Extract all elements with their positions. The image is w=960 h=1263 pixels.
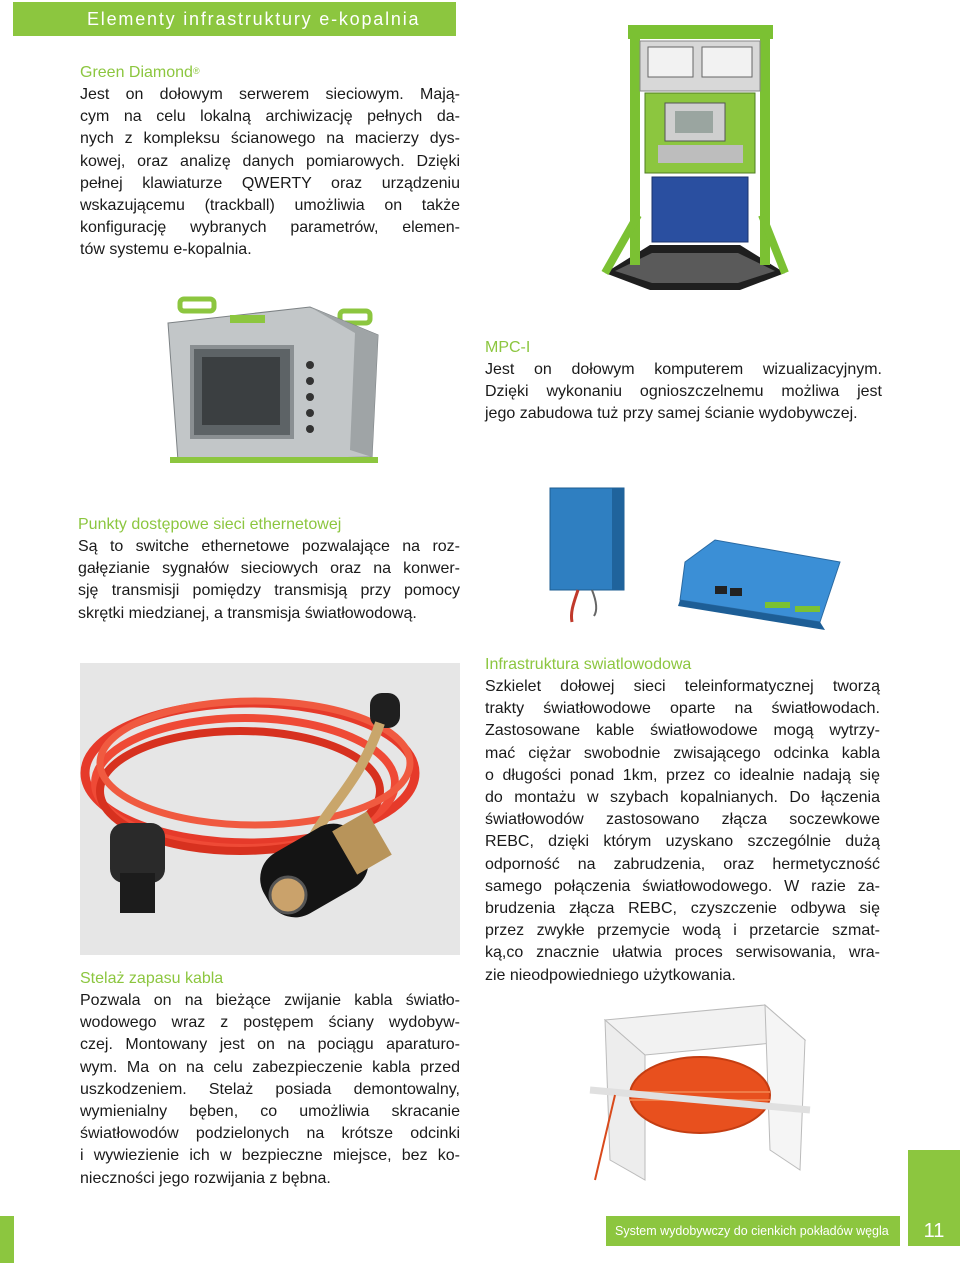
section-body (80, 990, 460, 1190)
green-diamond-image (590, 15, 795, 290)
section-title: MPC-I (485, 339, 531, 356)
switch-image (540, 482, 855, 632)
body-line: Szkielet dołowej sieci teleinformatycznej tworzą (485, 678, 880, 695)
section-green-diamond (80, 62, 460, 262)
section-title: Stelaż zapasu kabla (80, 970, 224, 987)
body-line: Jest on dołowym komputerem wizualizacyjnym. (485, 361, 882, 378)
body-line: samego połączenia światłowodowego. W razie za- (485, 877, 880, 895)
section-access-points (78, 514, 460, 625)
section-title: Punkty dostępowe sieci ethernetowej (78, 516, 342, 533)
body-line: trakty światłowodowe oparte na światłowodach. (485, 700, 880, 718)
cable-rack-drawing (585, 1000, 815, 1190)
body-line: nieczności jego rozwijania z bębna. (80, 1169, 331, 1187)
mpc-image (160, 295, 385, 465)
registered-mark: ® (192, 66, 200, 76)
body-line: Zastosowane kable światłowodowe mogą wytrzy- (485, 722, 880, 740)
body-line: skrętki miedzianej, a transmisja światłowodową. (78, 604, 417, 622)
section-body (80, 84, 460, 262)
body-line: jego zabudowa tuż przy samej ścianie wydobywczej. (485, 405, 858, 423)
page-number: 11 (923, 1220, 945, 1242)
body-line: o długości ponad 1km, przez co idealnie nadają się (485, 766, 880, 784)
body-line: światłowodów podzielonych na krótsze odcinki (80, 1125, 460, 1143)
section-title-text: Green Diamond (80, 64, 193, 81)
body-line: wym. Ma on na celu zabezpieczenie kabla przed (80, 1058, 460, 1076)
body-line: wodowego wraz z postępem ściany wydobyw- (80, 1014, 460, 1032)
body-line: czej. Montowany jest on na pociągu aparaturo- (80, 1036, 460, 1054)
body-line: przez zwykłe przemycie wodą i przetarcie szmat- (485, 922, 880, 940)
body-line: brudzenia złącza REBC, czyszczenie odbywa się (485, 900, 880, 918)
body-line: zie nieodpowiedniego użytkowania. (485, 966, 736, 984)
body-line: gałęzianie sygnałów sieciowych oraz na konwer- (78, 560, 460, 578)
body-line: pełnej klawiaturze QWERTY oraz urządzeniu (80, 174, 460, 192)
body-line: konfigurację wybranych parametrów, elemen- (80, 219, 460, 237)
switch-drawing (540, 482, 855, 632)
section-title: Infrastruktura swiatlowodowa (485, 656, 692, 673)
body-line: i wywiezienie ich w bezpieczne miejsce, bez ko- (80, 1147, 460, 1165)
body-line: Jest on dołowym serwerem sieciowym. Mają- (80, 86, 460, 103)
body-line: mać ciężar swobodnie zwisającego odcinka kabla (485, 744, 880, 762)
body-line: tów systemu e-kopalnia. (80, 241, 252, 259)
section-fiber (485, 654, 880, 987)
page-header: Elementy infrastruktury e-kopalnia (13, 2, 456, 36)
section-title (80, 62, 460, 84)
fiber-cable-drawing (80, 663, 460, 955)
body-line: REBC, dzięki którym uzyskano szczególnie dużą (485, 833, 880, 851)
section-body (485, 359, 882, 426)
footer-corner-block (0, 1216, 14, 1263)
body-line: Są to switche ethernetowe pozwalające na roz- (78, 538, 460, 555)
fiber-cable-image (80, 663, 460, 955)
section-body (78, 536, 460, 625)
section-body (485, 676, 880, 987)
section-mpc (485, 337, 882, 426)
section-cable-rack (80, 968, 460, 1190)
body-line: światłowodów zastosowano złącza soczewkowe (485, 811, 880, 829)
mpc-drawing (160, 295, 385, 465)
body-line: wymienialny bęben, co umożliwia skracanie (80, 1103, 460, 1121)
green-diamond-drawing (590, 15, 795, 290)
footer-title: System wydobywczy do cienkich pokładów węgla (606, 1216, 900, 1246)
body-line: sję transmisji pomiędzy transmisją przy pomocy (78, 582, 460, 600)
body-line: nych z kompleksu ścianowego na macierzy dys- (80, 130, 460, 148)
body-line: uszkodzeniem. Stelaż posiada demontowalny, (80, 1080, 460, 1098)
body-line: do montażu w szybach kopalnianych. Do łączenia (485, 789, 880, 807)
body-line: cym na celu lokalną archiwizację pełnych da- (80, 108, 460, 126)
body-line: kowej, oraz analizę danych pomiarowych. Dzięki (80, 152, 460, 170)
body-line: ką,co znacznie ułatwia proces serwisowania, wra- (485, 944, 880, 962)
body-line: Pozwala on na bieżące zwijanie kabla światło- (80, 992, 460, 1009)
body-line: odporność na zabrudzenia, oraz hermetyczność (485, 855, 880, 873)
cable-rack-image (585, 1000, 815, 1190)
body-line: wskazującemu (trackball) umożliwia on także (80, 197, 460, 215)
body-line: Dzięki wykonaniu ognioszczelnemu możliwa jest (485, 383, 882, 401)
